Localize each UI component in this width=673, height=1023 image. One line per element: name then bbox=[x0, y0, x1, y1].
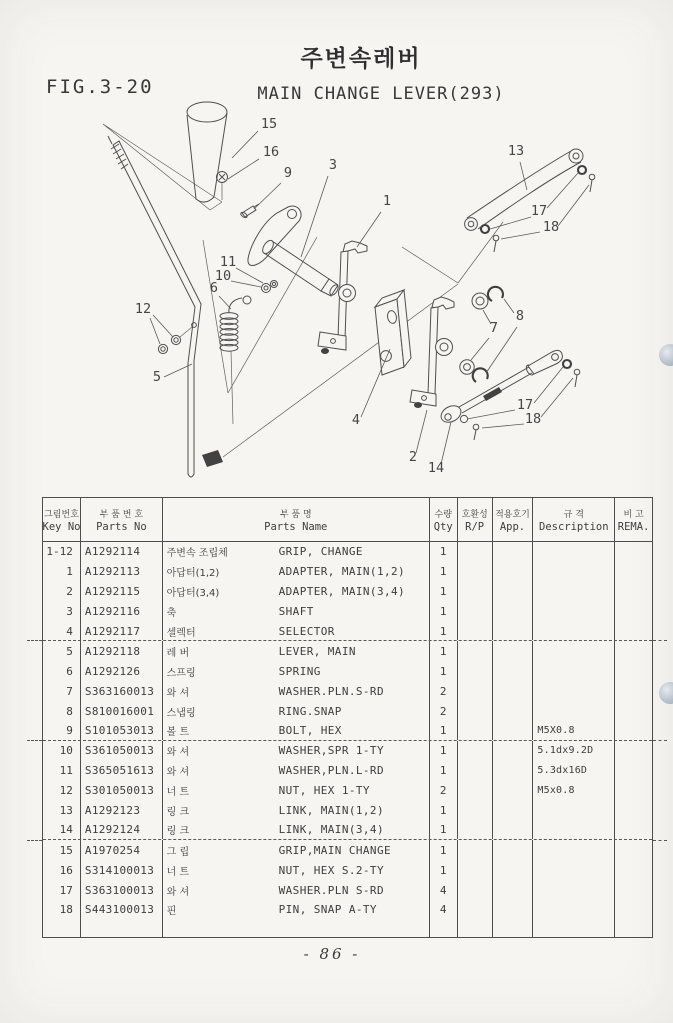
callout-number: 9 bbox=[283, 165, 293, 181]
cell-rema bbox=[615, 602, 652, 622]
cell-partno: A1292126 bbox=[81, 661, 163, 681]
part-name-korean: 핀 bbox=[166, 906, 177, 918]
cell-rema bbox=[615, 801, 652, 821]
cell-qty: 1 bbox=[430, 582, 458, 602]
part-name-korean: 축 bbox=[166, 608, 177, 620]
cell-qty: 1 bbox=[430, 562, 458, 582]
callout-number: 4 bbox=[351, 412, 361, 428]
cell-key: 9 bbox=[43, 721, 81, 740]
callout-number: 1 bbox=[382, 193, 392, 209]
part-name-korean: 너 트 bbox=[166, 787, 190, 799]
cell-desc: 5.3dx16D bbox=[533, 761, 615, 781]
cell-rp bbox=[458, 622, 493, 641]
part-name-english: ADAPTER, MAIN(3,4) bbox=[278, 585, 406, 599]
part-name-english: SHAFT bbox=[278, 605, 314, 619]
cell-key: 11 bbox=[43, 761, 81, 781]
page-title-korean: 주변속레버 bbox=[300, 46, 422, 72]
cell-name bbox=[163, 900, 430, 920]
cell-rp bbox=[458, 900, 493, 920]
cell-app bbox=[493, 681, 534, 701]
callout-leader-line bbox=[236, 268, 263, 283]
table-row bbox=[43, 741, 652, 761]
cell-desc bbox=[533, 840, 615, 860]
callout-leader-line bbox=[441, 422, 451, 464]
cell-partno: A1292113 bbox=[81, 562, 163, 582]
cell-qty: 1 bbox=[430, 741, 458, 761]
cell-rp bbox=[458, 741, 493, 761]
cell-desc bbox=[533, 661, 615, 681]
cell-partno bbox=[81, 920, 163, 937]
table-row bbox=[43, 622, 652, 642]
table-row bbox=[43, 542, 652, 562]
cell-qty: 2 bbox=[430, 701, 458, 721]
cell-rp bbox=[458, 701, 493, 721]
table-row bbox=[43, 801, 652, 821]
link-main-12 bbox=[465, 149, 595, 252]
cell-qty: 1 bbox=[430, 820, 458, 839]
cell-rema bbox=[615, 701, 652, 721]
cell-name bbox=[163, 781, 430, 801]
table-row bbox=[43, 602, 652, 622]
callout-leader-line bbox=[501, 232, 540, 239]
group-separator-dash bbox=[653, 740, 667, 741]
cell-rema bbox=[615, 920, 652, 937]
cell-app bbox=[493, 801, 534, 821]
callout-leader-line bbox=[254, 183, 281, 209]
callout-number: 17 bbox=[516, 397, 534, 413]
callout-number: 11 bbox=[219, 254, 237, 270]
header-qty: 수량 Qty bbox=[430, 498, 458, 541]
cell-name bbox=[163, 860, 430, 880]
cell-key: 6 bbox=[43, 661, 81, 681]
cell-key: 14 bbox=[43, 820, 81, 839]
part-name-korean: 링 크 bbox=[166, 807, 190, 819]
cell-name bbox=[163, 681, 430, 701]
part-name-english: ADAPTER, MAIN(1,2) bbox=[278, 565, 406, 579]
cell-rema bbox=[615, 880, 652, 900]
header-key-no: 그림번호 Key No bbox=[43, 498, 81, 541]
part-name-korean: 셀렉터 bbox=[166, 627, 196, 639]
cell-app bbox=[493, 741, 534, 761]
callout-number: 2 bbox=[408, 449, 418, 465]
group-separator-dash bbox=[653, 840, 667, 841]
part-name-korean: 아답터(3,4) bbox=[166, 588, 220, 600]
cell-desc bbox=[533, 801, 615, 821]
cell-key: 1 bbox=[43, 562, 81, 582]
cell-rema bbox=[615, 681, 652, 701]
callout-number: 6 bbox=[209, 280, 219, 296]
cell-rp bbox=[458, 880, 493, 900]
cell-desc bbox=[533, 860, 615, 880]
cell-desc bbox=[533, 622, 615, 641]
cell-rp bbox=[458, 562, 493, 582]
table-row bbox=[43, 701, 652, 721]
part-name-korean: 아답터(1,2) bbox=[166, 568, 220, 580]
cell-key: 13 bbox=[43, 801, 81, 821]
part-name-english: WASHER.PLN S-RD bbox=[278, 883, 384, 897]
cell-partno: A1292117 bbox=[81, 622, 163, 641]
cell-key: 2 bbox=[43, 582, 81, 602]
part-name-korean: 링 크 bbox=[166, 826, 190, 838]
part-name-korean: 볼 트 bbox=[166, 726, 190, 738]
cell-partno: A1970254 bbox=[81, 840, 163, 860]
table-row bbox=[43, 840, 652, 860]
cell-app bbox=[493, 721, 534, 740]
part-name-korean: 스냅링 bbox=[166, 707, 196, 719]
cell-rema bbox=[615, 562, 652, 582]
part-name-korean: 와 셔 bbox=[166, 687, 190, 699]
header-parts-no: 부 품 번 호 Parts No bbox=[81, 498, 163, 541]
header-app: 적용호기 App. bbox=[493, 498, 534, 541]
cell-rema bbox=[615, 661, 652, 681]
cell-rema bbox=[615, 840, 652, 860]
bolt bbox=[240, 204, 259, 219]
part-name-english: WASHER.PLN.S-RD bbox=[278, 684, 384, 698]
cell-rema bbox=[615, 761, 652, 781]
cell-desc: M5x0.8 bbox=[533, 781, 615, 801]
cell-qty: 1 bbox=[430, 661, 458, 681]
part-name-english: NUT, HEX 1-TY bbox=[278, 784, 370, 798]
cell-name bbox=[163, 741, 430, 761]
cell-rp bbox=[458, 801, 493, 821]
cell-rp bbox=[458, 661, 493, 681]
callout-layer bbox=[135, 116, 589, 476]
cell-partno: S363100013 bbox=[81, 880, 163, 900]
table-row bbox=[43, 761, 652, 781]
cell-rema bbox=[615, 900, 652, 920]
cell-app bbox=[493, 542, 534, 562]
cell-key: 12 bbox=[43, 781, 81, 801]
cell-qty: 1 bbox=[430, 602, 458, 622]
part-name-korean: 레 버 bbox=[166, 647, 190, 659]
cell-qty bbox=[430, 920, 458, 937]
cell-desc bbox=[533, 701, 615, 721]
cell-desc bbox=[533, 582, 615, 602]
cell-qty: 4 bbox=[430, 900, 458, 920]
cell-partno: S301050013 bbox=[81, 781, 163, 801]
cell-qty: 1 bbox=[430, 721, 458, 740]
cell-desc bbox=[533, 542, 615, 562]
callout-leader-line bbox=[482, 424, 524, 428]
parts-table bbox=[42, 497, 653, 938]
callout-leader-line bbox=[471, 338, 489, 360]
cell-name bbox=[163, 661, 430, 681]
callout-number: 16 bbox=[262, 144, 280, 160]
cell-app bbox=[493, 582, 534, 602]
cell-partno: S314100013 bbox=[81, 860, 163, 880]
cell-name bbox=[163, 920, 430, 937]
binder-hole bbox=[659, 682, 673, 704]
callout-leader-line bbox=[301, 176, 328, 257]
cell-qty: 1 bbox=[430, 801, 458, 821]
part-name-english: WASHER,SPR 1-TY bbox=[278, 744, 384, 758]
grip-knob bbox=[187, 102, 227, 202]
cell-app bbox=[493, 900, 534, 920]
page-number: - 86 - bbox=[303, 945, 361, 963]
cell-rp bbox=[458, 721, 493, 740]
table-header bbox=[43, 498, 652, 542]
callout-leader-line bbox=[467, 410, 515, 419]
cell-partno: A1292114 bbox=[81, 542, 163, 562]
cell-name bbox=[163, 761, 430, 781]
cell-rp bbox=[458, 602, 493, 622]
cell-desc bbox=[533, 641, 615, 661]
header-rp: 호환성 R/P bbox=[458, 498, 493, 541]
cell-partno: A1292115 bbox=[81, 582, 163, 602]
part-name-english: SELECTOR bbox=[278, 624, 335, 638]
part-name-korean: 와 셔 bbox=[166, 886, 190, 898]
cell-desc bbox=[533, 681, 615, 701]
cell-partno: A1292123 bbox=[81, 801, 163, 821]
cell-rema bbox=[615, 741, 652, 761]
shaft bbox=[260, 239, 339, 297]
callout-leader-line bbox=[231, 281, 261, 287]
part-name-korean: 너 트 bbox=[166, 866, 190, 878]
part-name-english: GRIP, CHANGE bbox=[278, 545, 363, 559]
spring bbox=[220, 296, 251, 424]
callout-leader-line bbox=[232, 131, 258, 158]
cell-rema bbox=[615, 622, 652, 641]
part-name-english: RING.SNAP bbox=[278, 704, 342, 718]
cell-qty: 2 bbox=[430, 781, 458, 801]
exploded-parts-diagram bbox=[0, 0, 673, 500]
cell-desc: 5.1dx9.2D bbox=[533, 741, 615, 761]
cell-key: 4 bbox=[43, 622, 81, 641]
cell-desc bbox=[533, 920, 615, 937]
part-name-korean: 스프링 bbox=[166, 667, 196, 679]
figure-number: FIG.3-20 bbox=[46, 76, 154, 98]
cell-name bbox=[163, 622, 430, 641]
table-row bbox=[43, 562, 652, 582]
cell-qty: 4 bbox=[430, 880, 458, 900]
callout-leader-line bbox=[150, 318, 160, 344]
part-name-korean: 주변속 조립체 bbox=[166, 548, 228, 560]
callout-number: 15 bbox=[260, 116, 278, 132]
table-row bbox=[43, 641, 652, 661]
callout-number: 10 bbox=[214, 268, 232, 284]
cell-rp bbox=[458, 860, 493, 880]
part-name-english: NUT, HEX S.2-TY bbox=[278, 863, 384, 877]
cell-qty: 1 bbox=[430, 542, 458, 562]
callout-number: 14 bbox=[427, 460, 445, 476]
header-description: 규 격 Description bbox=[533, 498, 615, 541]
cell-name bbox=[163, 701, 430, 721]
callout-number: 7 bbox=[489, 320, 499, 336]
callout-leader-line bbox=[219, 296, 231, 309]
part-name-korean: 와 셔 bbox=[166, 767, 190, 779]
cell-rp bbox=[458, 840, 493, 860]
cell-app bbox=[493, 622, 534, 641]
callout-leader-line bbox=[357, 212, 381, 247]
group-separator-dash bbox=[653, 640, 667, 641]
part-name-korean: 와 셔 bbox=[166, 747, 190, 759]
table-row bbox=[43, 900, 652, 920]
cell-rema bbox=[615, 641, 652, 661]
selector-block bbox=[375, 290, 411, 375]
table-row bbox=[43, 721, 652, 741]
callout-leader-line bbox=[547, 173, 578, 208]
callout-leader-line bbox=[416, 410, 427, 453]
part-name-english: GRIP,MAIN CHANGE bbox=[278, 843, 391, 857]
cell-key: 15 bbox=[43, 840, 81, 860]
cell-key: 18 bbox=[43, 900, 81, 920]
part-name-english: WASHER,PLN.L-RD bbox=[278, 764, 384, 778]
cell-desc bbox=[533, 900, 615, 920]
header-remarks: 비 고 REMA. bbox=[617, 509, 650, 533]
table-row bbox=[43, 661, 652, 681]
cell-name bbox=[163, 562, 430, 582]
table-row bbox=[43, 820, 652, 840]
cell-desc bbox=[533, 880, 615, 900]
cell-rema bbox=[615, 582, 652, 602]
callout-leader-line bbox=[558, 185, 589, 226]
cell-desc: M5X0.8 bbox=[533, 721, 615, 740]
cell-app bbox=[493, 860, 534, 880]
cell-app bbox=[493, 840, 534, 860]
cell-app bbox=[493, 880, 534, 900]
group-separator-dash bbox=[27, 840, 42, 841]
header-parts-name: 부 품 명 Parts Name bbox=[163, 498, 430, 541]
adapter-plate bbox=[248, 206, 301, 266]
callout-number: 5 bbox=[152, 369, 162, 385]
cell-rp bbox=[458, 781, 493, 801]
callout-number: 18 bbox=[524, 411, 542, 427]
callout-leader-line bbox=[228, 159, 259, 179]
cell-qty: 1 bbox=[430, 622, 458, 641]
nuts-12 bbox=[158, 327, 192, 354]
cell-app bbox=[493, 641, 534, 661]
cell-rema bbox=[615, 860, 652, 880]
page-title-english: MAIN CHANGE LEVER(293) bbox=[257, 84, 505, 104]
callout-number: 13 bbox=[507, 143, 525, 159]
cell-name bbox=[163, 820, 430, 839]
cell-qty: 1 bbox=[430, 840, 458, 860]
table-row bbox=[43, 781, 652, 801]
cell-qty: 1 bbox=[430, 860, 458, 880]
cell-app bbox=[493, 781, 534, 801]
cell-rema bbox=[615, 781, 652, 801]
cell-name bbox=[163, 582, 430, 602]
callout-leader-line bbox=[361, 349, 390, 417]
part-name-english: SPRING bbox=[278, 664, 321, 678]
group-separator-dash bbox=[27, 740, 42, 741]
table-body bbox=[43, 542, 652, 937]
cell-app bbox=[493, 661, 534, 681]
cell-desc bbox=[533, 602, 615, 622]
cell-key: 1-12 bbox=[43, 542, 81, 562]
cell-rp bbox=[458, 820, 493, 839]
cell-rema bbox=[615, 721, 652, 740]
cell-rp bbox=[458, 761, 493, 781]
cell-name bbox=[163, 801, 430, 821]
cell-app bbox=[493, 820, 534, 839]
cell-key: 8 bbox=[43, 701, 81, 721]
adapter-main-34 bbox=[410, 297, 454, 408]
grip-nut bbox=[217, 172, 228, 201]
cell-key: 7 bbox=[43, 681, 81, 701]
callout-leader-line bbox=[504, 299, 514, 313]
cell-key: 5 bbox=[43, 641, 81, 661]
cell-app bbox=[493, 602, 534, 622]
cell-app bbox=[493, 761, 534, 781]
cell-desc bbox=[533, 820, 615, 839]
cell-key: 16 bbox=[43, 860, 81, 880]
table-filler-row bbox=[43, 920, 652, 937]
cell-partno: S810016001 bbox=[81, 701, 163, 721]
part-name-english: LINK, MAIN(1,2) bbox=[278, 804, 384, 818]
cell-rp bbox=[458, 920, 493, 937]
part-name-english: LEVER, MAIN bbox=[278, 644, 356, 658]
callout-leader-line bbox=[541, 378, 573, 417]
adapter-main-12 bbox=[318, 241, 367, 354]
callout-number: 8 bbox=[515, 308, 525, 324]
part-name-english: PIN, SNAP A-TY bbox=[278, 903, 377, 917]
cell-app bbox=[493, 562, 534, 582]
cell-key: 3 bbox=[43, 602, 81, 622]
cell-name bbox=[163, 721, 430, 740]
cell-name bbox=[163, 542, 430, 562]
callout-number: 3 bbox=[328, 157, 338, 173]
cell-qty: 2 bbox=[430, 681, 458, 701]
cell-app bbox=[493, 920, 534, 937]
cell-partno: S361050013 bbox=[81, 741, 163, 761]
cell-partno: S363160013 bbox=[81, 681, 163, 701]
cell-partno: S443100013 bbox=[81, 900, 163, 920]
part-name-english: LINK, MAIN(3,4) bbox=[278, 823, 384, 837]
cell-rp bbox=[458, 582, 493, 602]
cell-qty: 1 bbox=[430, 641, 458, 661]
callout-number: 18 bbox=[542, 219, 560, 235]
cell-partno: A1292124 bbox=[81, 820, 163, 839]
cell-partno: S365051613 bbox=[81, 761, 163, 781]
cell-name bbox=[163, 880, 430, 900]
cell-key: 17 bbox=[43, 880, 81, 900]
cell-key: 10 bbox=[43, 741, 81, 761]
table-row bbox=[43, 880, 652, 900]
cell-qty: 1 bbox=[430, 761, 458, 781]
cell-rema bbox=[615, 542, 652, 562]
lever-rod bbox=[108, 136, 223, 477]
cell-rp bbox=[458, 681, 493, 701]
cell-desc bbox=[533, 562, 615, 582]
cell-partno: A1292116 bbox=[81, 602, 163, 622]
part-name-korean: 그 립 bbox=[166, 846, 190, 858]
callout-leader-line bbox=[520, 162, 527, 190]
group-separator-dash bbox=[27, 640, 42, 641]
cell-partno: A1292118 bbox=[81, 641, 163, 661]
cell-name bbox=[163, 840, 430, 860]
cell-app bbox=[493, 701, 534, 721]
washers-10-11 bbox=[262, 281, 278, 293]
callout-leader-line bbox=[490, 217, 531, 229]
cell-rp bbox=[458, 542, 493, 562]
cell-name bbox=[163, 641, 430, 661]
callout-number: 17 bbox=[530, 203, 548, 219]
callout-number: 12 bbox=[134, 301, 152, 317]
table-row bbox=[43, 582, 652, 602]
cell-name bbox=[163, 602, 430, 622]
table-row bbox=[43, 681, 652, 701]
part-name-english: BOLT, HEX bbox=[278, 723, 342, 737]
cell-key bbox=[43, 920, 81, 937]
table-row bbox=[43, 860, 652, 880]
cell-rema bbox=[615, 820, 652, 839]
cell-partno: S101053013 bbox=[81, 721, 163, 740]
construction-lines bbox=[103, 124, 503, 457]
cell-rp bbox=[458, 641, 493, 661]
